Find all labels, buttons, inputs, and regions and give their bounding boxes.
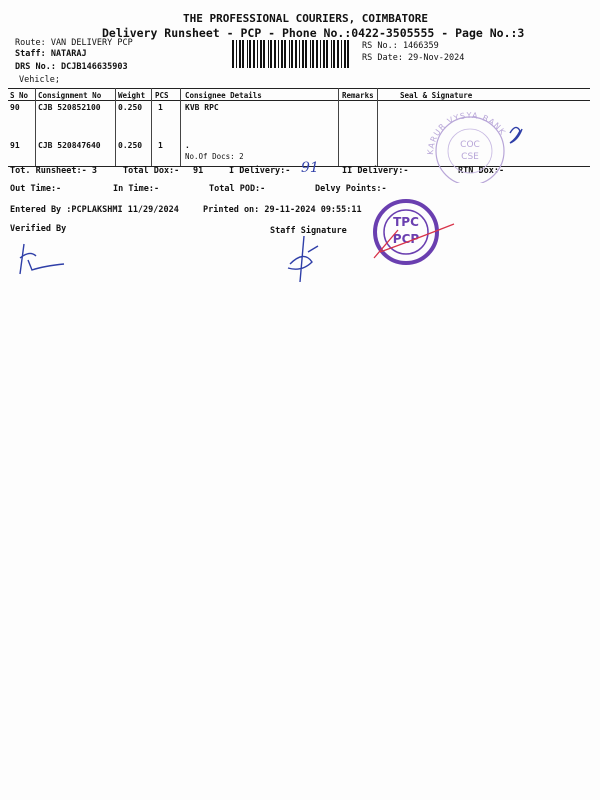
table-row-sno: 91 (10, 141, 20, 150)
barcode-icon (232, 40, 354, 68)
entered-by: Entered By :PCPLAKSHMI 11/29/2024 (10, 205, 179, 215)
tot-runsheet: Tot. Runsheet:- 3 (10, 166, 97, 176)
bank-stamp-text: KARUR VYSYA BANK (425, 110, 508, 156)
route-label: Route: VAN DELIVERY PCP (15, 38, 133, 48)
courier-stamp-text2: PCP (392, 232, 420, 246)
rs-date: RS Date: 29-Nov-2024 (362, 53, 465, 63)
ii-delivery-label: II Delivery:- (342, 166, 409, 176)
delvy-points-label: Delvy Points:- (315, 184, 387, 194)
col-divider (377, 88, 378, 166)
company-title: THE PROFESSIONAL COURIERS, COIMBATORE (183, 12, 429, 25)
col-divider (151, 88, 152, 166)
col-divider (180, 88, 181, 166)
col-header-remarks: Remarks (342, 91, 374, 100)
col-header-sno: S No (10, 91, 29, 100)
bank-stamp-code2: CSE (461, 152, 479, 162)
table-row-consignee: KVB RPC (185, 103, 219, 112)
col-header-weight: Weight (118, 91, 146, 100)
out-time-label: Out Time:- (10, 184, 62, 194)
runsheet-subtitle: Delivery Runsheet - PCP - Phone No.:0422-3505555 - Page No.:3 (102, 26, 525, 40)
table-row-consignment: CJB 520852100 (38, 103, 101, 112)
col-divider (35, 88, 36, 166)
col-divider (115, 88, 116, 166)
table-row-weight: 0.250 (118, 141, 143, 150)
table-top-rule (8, 88, 590, 89)
table-row-pcs: 1 (158, 141, 163, 150)
total-dox-value: 91 (193, 166, 204, 176)
in-time-label: In Time:- (113, 184, 160, 194)
rtn-dox-label: RTN Dox:- (458, 166, 505, 176)
table-header-rule (8, 100, 590, 101)
table-row-docs-count: No.Of Docs: 2 (185, 152, 244, 161)
col-divider (338, 88, 339, 166)
table-row-pcs: 1 (158, 103, 163, 112)
courier-stamp-text: TPC (393, 215, 419, 229)
verified-by-label: Verified By (10, 224, 67, 234)
col-header-pcs: PCS (155, 91, 169, 100)
staff-signature-label: Staff Signature (270, 226, 347, 236)
bank-stamp (415, 103, 525, 183)
col-header-consignment: Consignment No (38, 91, 102, 100)
drs-number: DRS No.: DCJB146635903 (15, 62, 128, 72)
table-row-consignee: . (185, 141, 190, 150)
i-delivery-handwritten: 91 (301, 160, 319, 176)
table-row-consignment: CJB 520847640 (38, 141, 101, 150)
total-dox-label: Total Dox:- (123, 166, 180, 176)
printed-on: Printed on: 29-11-2024 09:55:11 (203, 205, 362, 215)
verified-signature (14, 240, 74, 280)
col-header-seal: Seal & Signature (400, 91, 473, 100)
i-delivery-label: I Delivery:- (229, 166, 291, 176)
staff-label: Staff: NATARAJ (15, 49, 87, 59)
staff-signature (282, 232, 342, 287)
col-header-consignee: Consignee Details (185, 91, 262, 100)
rs-number: RS No.: 1466359 (362, 41, 439, 51)
total-pod-label: Total POD:- (209, 184, 266, 194)
bank-stamp-code: COC (460, 140, 480, 150)
table-row-sno: 90 (10, 103, 20, 112)
courier-stamp (368, 196, 464, 268)
vehicle-label: Vehicle; (19, 75, 60, 85)
table-row-weight: 0.250 (118, 103, 143, 112)
